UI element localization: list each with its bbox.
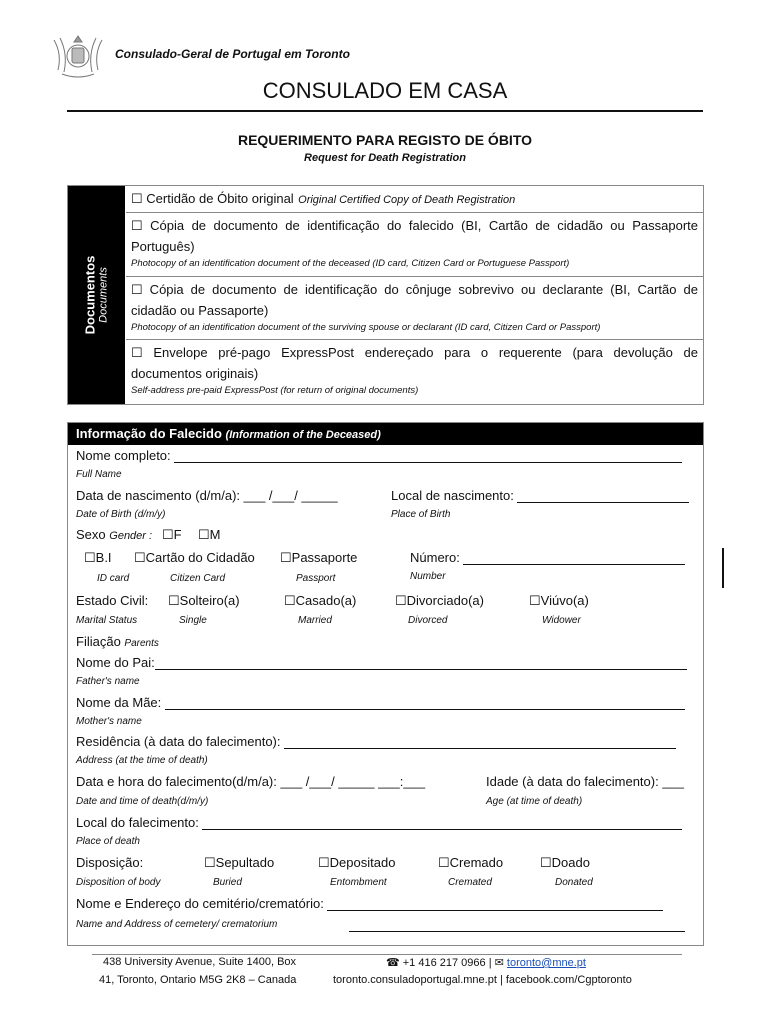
page-title: CONSULADO EM CASA <box>262 78 508 103</box>
cremated-label-en: Cremated <box>448 877 492 888</box>
id-number-line[interactable] <box>463 550 685 565</box>
section-heading-label-en: (Information of the Deceased) <box>225 429 381 441</box>
sex-field <box>76 527 152 542</box>
entombment-checkbox[interactable]: ☐Depositado <box>318 855 396 870</box>
death-place-label-en: Place of death <box>76 836 140 847</box>
parents-label-en: Parents <box>124 638 159 649</box>
cremated-checkbox[interactable]: ☐Cremado <box>438 855 504 870</box>
documents-box <box>67 185 704 405</box>
civil-status-label: Estado Civil: <box>76 593 149 608</box>
document-item-label: ☐ Cópia de documento de identificação do cônjuge sobrevivo ou declarante (BI, Cartão de cidadão ou Passaporte) <box>131 282 698 318</box>
form-title: REQUERIMENTO PARA REGISTO DE ÓBITO <box>237 132 533 148</box>
mother-line[interactable] <box>165 695 685 710</box>
married-checkbox[interactable]: ☐Casado(a) <box>284 593 357 608</box>
divorced-checkbox[interactable]: ☐Divorciado(a) <box>395 593 484 608</box>
parents-heading <box>76 634 159 649</box>
age-label-en: Age (at time of death) <box>486 796 583 807</box>
footer-phone: ☎ +1 416 217 0966 | ✉ <box>386 957 504 969</box>
residence-field[interactable] <box>76 734 676 749</box>
cemetery-line-2[interactable] <box>349 931 685 932</box>
birthplace-label: Local de nascimento: <box>391 488 514 503</box>
death-datetime-field[interactable]: Data e hora do falecimento(d/m/a): ___ /___/ _____ ___:___ <box>76 774 426 789</box>
id-number-label: Número: <box>410 550 460 565</box>
residence-label: Residência (à data do falecimento): <box>76 734 281 749</box>
footer-web[interactable]: toronto.consuladoportugal.mne.pt | facebook.com/Cgptoronto <box>333 974 632 986</box>
documents-side-label <box>68 186 125 404</box>
sex-label-en: Gender : <box>109 530 153 542</box>
married-label-en: Married <box>298 615 332 626</box>
deceased-section <box>67 422 704 946</box>
death-datetime-label-en: Date and time of death(d/m/y) <box>76 796 209 807</box>
dob-label-en: Date of Birth (d/m/y) <box>76 509 166 520</box>
id-passport-checkbox[interactable]: ☐Passaporte <box>280 550 358 565</box>
documents-label: Documentos <box>82 255 98 335</box>
single-label-en: Single <box>179 615 207 626</box>
birthplace-field[interactable] <box>391 488 689 503</box>
document-item-label: ☐ Cópia de documento de identificação do falecido (BI, Cartão de cidadão ou Passaporte Português) <box>131 218 698 254</box>
mother-label-en: Mother's name <box>76 716 142 727</box>
full-name-label-en: Full Name <box>76 469 122 480</box>
sex-f-checkbox[interactable]: ☐F <box>162 527 182 542</box>
sex-label: Sexo <box>76 527 106 542</box>
full-name-line[interactable] <box>174 448 682 463</box>
birthplace-line[interactable] <box>517 488 689 503</box>
parents-label: Filiação <box>76 634 121 649</box>
sex-m-checkbox[interactable]: ☐M <box>198 527 221 542</box>
consulate-name: Consulado-Geral de Portugal em Toronto <box>115 47 350 61</box>
documents-label-en: Documents <box>97 267 110 323</box>
full-name-label: Nome completo: <box>76 448 171 463</box>
id-cc-checkbox[interactable]: ☐Cartão do Cidadão <box>134 550 255 565</box>
document-item-deceased-id[interactable] <box>126 213 703 277</box>
document-item-label-en: Photocopy of an identification document of the surviving spouse or declarant (ID card, Citizen Card or Passport) <box>131 322 601 333</box>
donated-label-en: Donated <box>555 877 593 888</box>
civil-status-label-en: Marital Status <box>76 615 138 626</box>
single-checkbox[interactable]: ☐Solteiro(a) <box>168 593 240 608</box>
buried-checkbox[interactable]: ☐Sepultado <box>204 855 275 870</box>
disposition-label: Disposição: <box>76 855 144 870</box>
dob-field[interactable]: Data de nascimento (d/m/a): ___ /___/ _____ <box>76 488 338 503</box>
id-passport-label-en: Passport <box>296 573 336 584</box>
document-item-death-certificate[interactable] <box>126 186 703 213</box>
death-place-label: Local do falecimento: <box>76 815 199 830</box>
footer-contact <box>386 956 586 969</box>
id-cc-label-en: Citizen Card <box>170 573 226 584</box>
father-field[interactable] <box>76 655 687 670</box>
id-bi-checkbox[interactable]: ☐B.I <box>84 550 112 565</box>
document-item-spouse-id[interactable] <box>126 277 703 340</box>
cemetery-label: Nome e Endereço do cemitério/crematório: <box>76 896 324 911</box>
text-cursor <box>722 548 724 588</box>
father-label: Nome do Pai: <box>76 655 155 670</box>
footer-address-line2: 41, Toronto, Ontario M5G 2K8 – Canada <box>99 974 297 986</box>
divorced-label-en: Divorced <box>408 615 448 626</box>
age-field[interactable]: Idade (à data do falecimento): ___ <box>486 774 685 789</box>
birthplace-label-en: Place of Birth <box>391 509 451 520</box>
footer-address-line1: 438 University Avenue, Suite 1400, Box <box>103 956 297 968</box>
donated-checkbox[interactable]: ☐Doado <box>540 855 590 870</box>
document-item-label: ☐ Certidão de Óbito original <box>131 191 294 206</box>
mother-field[interactable] <box>76 695 685 710</box>
death-place-field[interactable] <box>76 815 682 830</box>
widowed-label-en: Widower <box>542 615 581 626</box>
document-item-envelope[interactable] <box>126 340 703 404</box>
id-number-label-en: Number <box>410 571 446 582</box>
cemetery-line[interactable] <box>327 896 663 911</box>
footer-email-link[interactable]: toronto@mne.pt <box>506 957 586 969</box>
disposition-label-en: Disposition of body <box>76 877 161 888</box>
document-item-label-en: Original Certified Copy of Death Registration <box>298 194 516 206</box>
father-label-en: Father's name <box>76 676 140 687</box>
residence-label-en: Address (at the time of death) <box>76 755 208 766</box>
buried-label-en: Buried <box>213 877 242 888</box>
widowed-checkbox[interactable]: ☐Viúvo(a) <box>529 593 589 608</box>
death-place-line[interactable] <box>202 815 682 830</box>
document-item-label: ☐ Envelope pré-pago ExpressPost endereçado para o requerente (para devolução de documentos originais) <box>131 345 698 381</box>
coat-of-arms-logo <box>48 30 108 78</box>
full-name-field[interactable] <box>76 448 682 463</box>
father-line[interactable] <box>155 655 687 670</box>
id-bi-label-en: ID card <box>97 573 130 584</box>
cemetery-field[interactable] <box>76 896 663 911</box>
title-rule <box>67 110 703 112</box>
mother-label: Nome da Mãe: <box>76 695 162 710</box>
document-item-label-en: Self-address pre-paid ExpressPost (for return of original documents) <box>131 385 419 396</box>
residence-line[interactable] <box>284 734 676 749</box>
document-item-label-en: Photocopy of an identification document of the deceased (ID card, Citizen Card or Portuguese Passport) <box>131 258 570 269</box>
footer-rule <box>92 954 682 955</box>
section-heading-label: Informação do Falecido <box>76 426 222 441</box>
entombment-label-en: Entombment <box>330 877 387 888</box>
section-heading <box>68 423 703 445</box>
cemetery-label-en: Name and Address of cemetery/ crematorium <box>76 919 278 930</box>
form-title-en: Request for Death Registration <box>304 152 466 164</box>
id-number-field[interactable] <box>410 550 685 565</box>
